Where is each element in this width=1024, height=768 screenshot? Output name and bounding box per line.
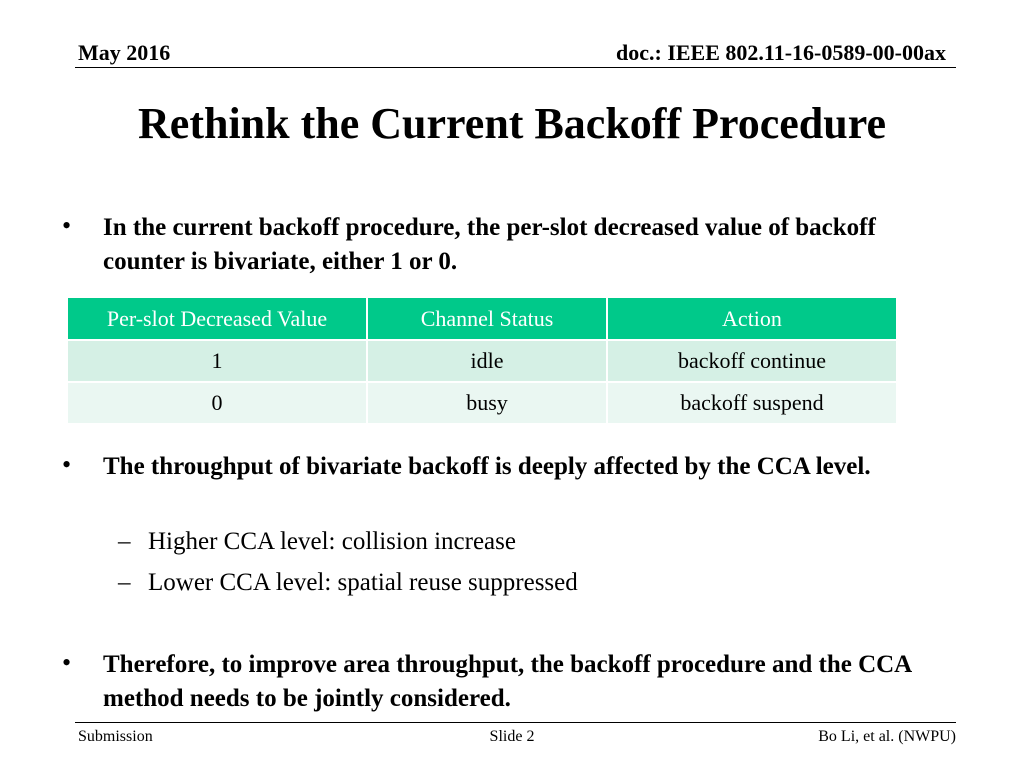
sub-bullet-text: Higher CCA level: collision increase bbox=[148, 528, 516, 555]
bullet-text: The throughput of bivariate backoff is deeply affected by the CCA level. bbox=[103, 453, 871, 480]
sub-bullet-marker: – bbox=[118, 528, 131, 555]
bullet-item bbox=[62, 211, 962, 279]
table-row bbox=[68, 382, 896, 423]
footer-submission: Submission bbox=[78, 728, 153, 745]
footer-slide-number: Slide 2 bbox=[489, 728, 535, 745]
bullet-marker: • bbox=[62, 648, 72, 677]
sub-bullet-text: Lower CCA level: spatial reuse suppressed bbox=[148, 569, 578, 596]
table-cell: busy bbox=[367, 382, 607, 423]
table-header-cell: Action bbox=[607, 298, 896, 340]
bullet-item bbox=[62, 450, 962, 484]
header-divider bbox=[75, 67, 956, 68]
footer-author: Bo Li, et al. (NWPU) bbox=[818, 728, 956, 745]
bullet-item bbox=[62, 648, 962, 716]
bullet-marker: • bbox=[62, 211, 72, 240]
table-header-cell: Per-slot Decreased Value bbox=[68, 298, 367, 340]
table-cell: 1 bbox=[68, 340, 367, 382]
backoff-table bbox=[68, 298, 896, 423]
bullet-text: Therefore, to improve area throughput, the backoff procedure and the CCA method needs to be jointly considered. bbox=[103, 651, 911, 712]
header-date: May 2016 bbox=[78, 40, 171, 65]
header-doc-id: doc.: IEEE 802.11-16-0589-00-00ax bbox=[616, 40, 946, 65]
sub-bullet-marker: – bbox=[118, 569, 131, 596]
table-header-cell: Channel Status bbox=[367, 298, 607, 340]
table-cell: 0 bbox=[68, 382, 367, 423]
table-cell: backoff continue bbox=[607, 340, 896, 382]
sub-bullet-item bbox=[118, 525, 516, 559]
table-cell: idle bbox=[367, 340, 607, 382]
table-cell: backoff suspend bbox=[607, 382, 896, 423]
footer-divider bbox=[75, 722, 956, 723]
bullet-marker: • bbox=[62, 450, 72, 479]
table-header-row bbox=[68, 298, 896, 340]
sub-bullet-item bbox=[118, 566, 578, 600]
table-row bbox=[68, 340, 896, 382]
bullet-text: In the current backoff procedure, the per-slot decreased value of backoff counter is bivariate, either 1 or 0. bbox=[103, 214, 876, 275]
slide-title: Rethink the Current Backoff Procedure bbox=[138, 99, 886, 148]
